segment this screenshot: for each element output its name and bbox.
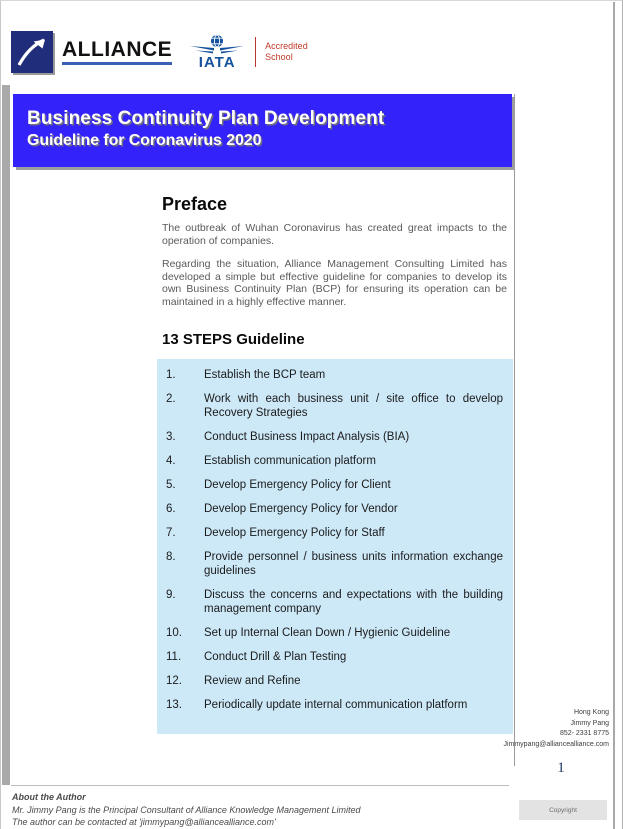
step-item bbox=[157, 392, 513, 420]
step-item bbox=[157, 430, 513, 444]
banner-title: Business Continuity Plan Development bbox=[27, 108, 385, 129]
step-text: Periodically update internal communication platform bbox=[204, 699, 468, 711]
step-number: 9. bbox=[166, 589, 176, 601]
author-footer-line-2: The author can be contacted at 'jimmypang@alliancealliance.com' bbox=[12, 817, 276, 827]
step-text: Discuss the concerns and expectations with the building management company bbox=[204, 589, 503, 615]
step-text: Conduct Drill & Plan Testing bbox=[204, 651, 347, 663]
contact-name: Jimmy Pang bbox=[570, 719, 609, 727]
iata-accredited-logo bbox=[188, 31, 308, 73]
banner-subtitle: Guideline for Coronavirus 2020 bbox=[27, 132, 262, 149]
title-banner bbox=[13, 94, 512, 167]
steps-list bbox=[157, 359, 513, 734]
step-text: Develop Emergency Policy for Client bbox=[204, 479, 391, 491]
alliance-wordmark: ALLIANCE bbox=[62, 39, 172, 65]
step-number: 4. bbox=[166, 455, 176, 467]
step-number: 7. bbox=[166, 527, 176, 539]
step-number: 3. bbox=[166, 431, 176, 443]
step-number: 11. bbox=[166, 651, 182, 663]
footer-divider bbox=[11, 785, 509, 786]
step-item bbox=[157, 368, 513, 382]
copyright-box: Copyright bbox=[519, 800, 607, 820]
step-item bbox=[157, 454, 513, 468]
step-text: Provide personnel / business units information exchange guidelines bbox=[204, 551, 503, 577]
author-footer-line-1: Mr. Jimmy Pang is the Principal Consultant of Alliance Knowledge Management Limited bbox=[12, 804, 361, 815]
step-number: 10. bbox=[166, 627, 182, 639]
accredited-line-2: School bbox=[265, 52, 293, 62]
step-item bbox=[157, 650, 513, 664]
step-item bbox=[157, 674, 513, 688]
step-item bbox=[157, 526, 513, 540]
step-text: Conduct Business Impact Analysis (BIA) bbox=[204, 431, 410, 443]
steps-heading: 13 STEPS Guideline bbox=[162, 331, 305, 348]
page-right-edge-rule bbox=[613, 2, 615, 829]
author-footer-heading: About the Author bbox=[12, 792, 86, 802]
step-text: Establish the BCP team bbox=[204, 369, 326, 381]
preface-paragraph-2: Regarding the situation, Alliance Management Consulting Limited has developed a simple but effective guideline for companies to develop its own Business Continuity Plan (BCP) for ensuring its operation can be maintained in a highly effective manner. bbox=[162, 258, 507, 308]
page-left-margin-strip bbox=[2, 85, 10, 785]
alliance-arrow-icon bbox=[11, 31, 53, 73]
step-item bbox=[157, 502, 513, 516]
step-item bbox=[157, 626, 513, 640]
step-number: 2. bbox=[166, 393, 176, 405]
contact-block bbox=[401, 708, 609, 750]
accredited-school-label bbox=[265, 41, 308, 64]
step-number: 13. bbox=[166, 699, 182, 711]
step-item bbox=[157, 550, 513, 578]
step-number: 1. bbox=[166, 369, 176, 381]
step-text: Establish communication platform bbox=[204, 455, 376, 467]
preface-paragraph-1: The outbreak of Wuhan Coronavirus has created great impacts to the operation of companies. bbox=[162, 222, 507, 247]
step-text: Work with each business unit / site office to develop Recovery Strategies bbox=[204, 393, 503, 419]
step-text: Develop Emergency Policy for Staff bbox=[204, 527, 385, 539]
iata-divider bbox=[255, 37, 256, 67]
step-number: 8. bbox=[166, 551, 176, 563]
step-text: Review and Refine bbox=[204, 675, 301, 687]
step-number: 12. bbox=[166, 675, 182, 687]
step-number: 6. bbox=[166, 503, 176, 515]
contact-phone: 852- 2331 8775 bbox=[559, 730, 609, 737]
step-text: Set up Internal Clean Down / Hygienic Guideline bbox=[204, 627, 451, 639]
accredited-line-1: Accredited bbox=[265, 40, 308, 51]
step-text: Develop Emergency Policy for Vendor bbox=[204, 503, 398, 515]
step-item bbox=[157, 588, 513, 616]
author-footer bbox=[12, 791, 361, 829]
step-number: 5. bbox=[166, 479, 176, 491]
content-column-rule bbox=[514, 94, 515, 766]
iata-wordmark: IATA bbox=[198, 54, 236, 71]
page-number: 1 bbox=[557, 760, 565, 776]
step-item bbox=[157, 478, 513, 492]
contact-location: Hong Kong bbox=[573, 709, 609, 716]
preface-heading: Preface bbox=[162, 194, 228, 214]
logo-bar bbox=[11, 29, 308, 75]
contact-email: Jimmypang@alliancealliance.com bbox=[503, 740, 609, 748]
iata-globe-wings-icon bbox=[188, 34, 246, 70]
